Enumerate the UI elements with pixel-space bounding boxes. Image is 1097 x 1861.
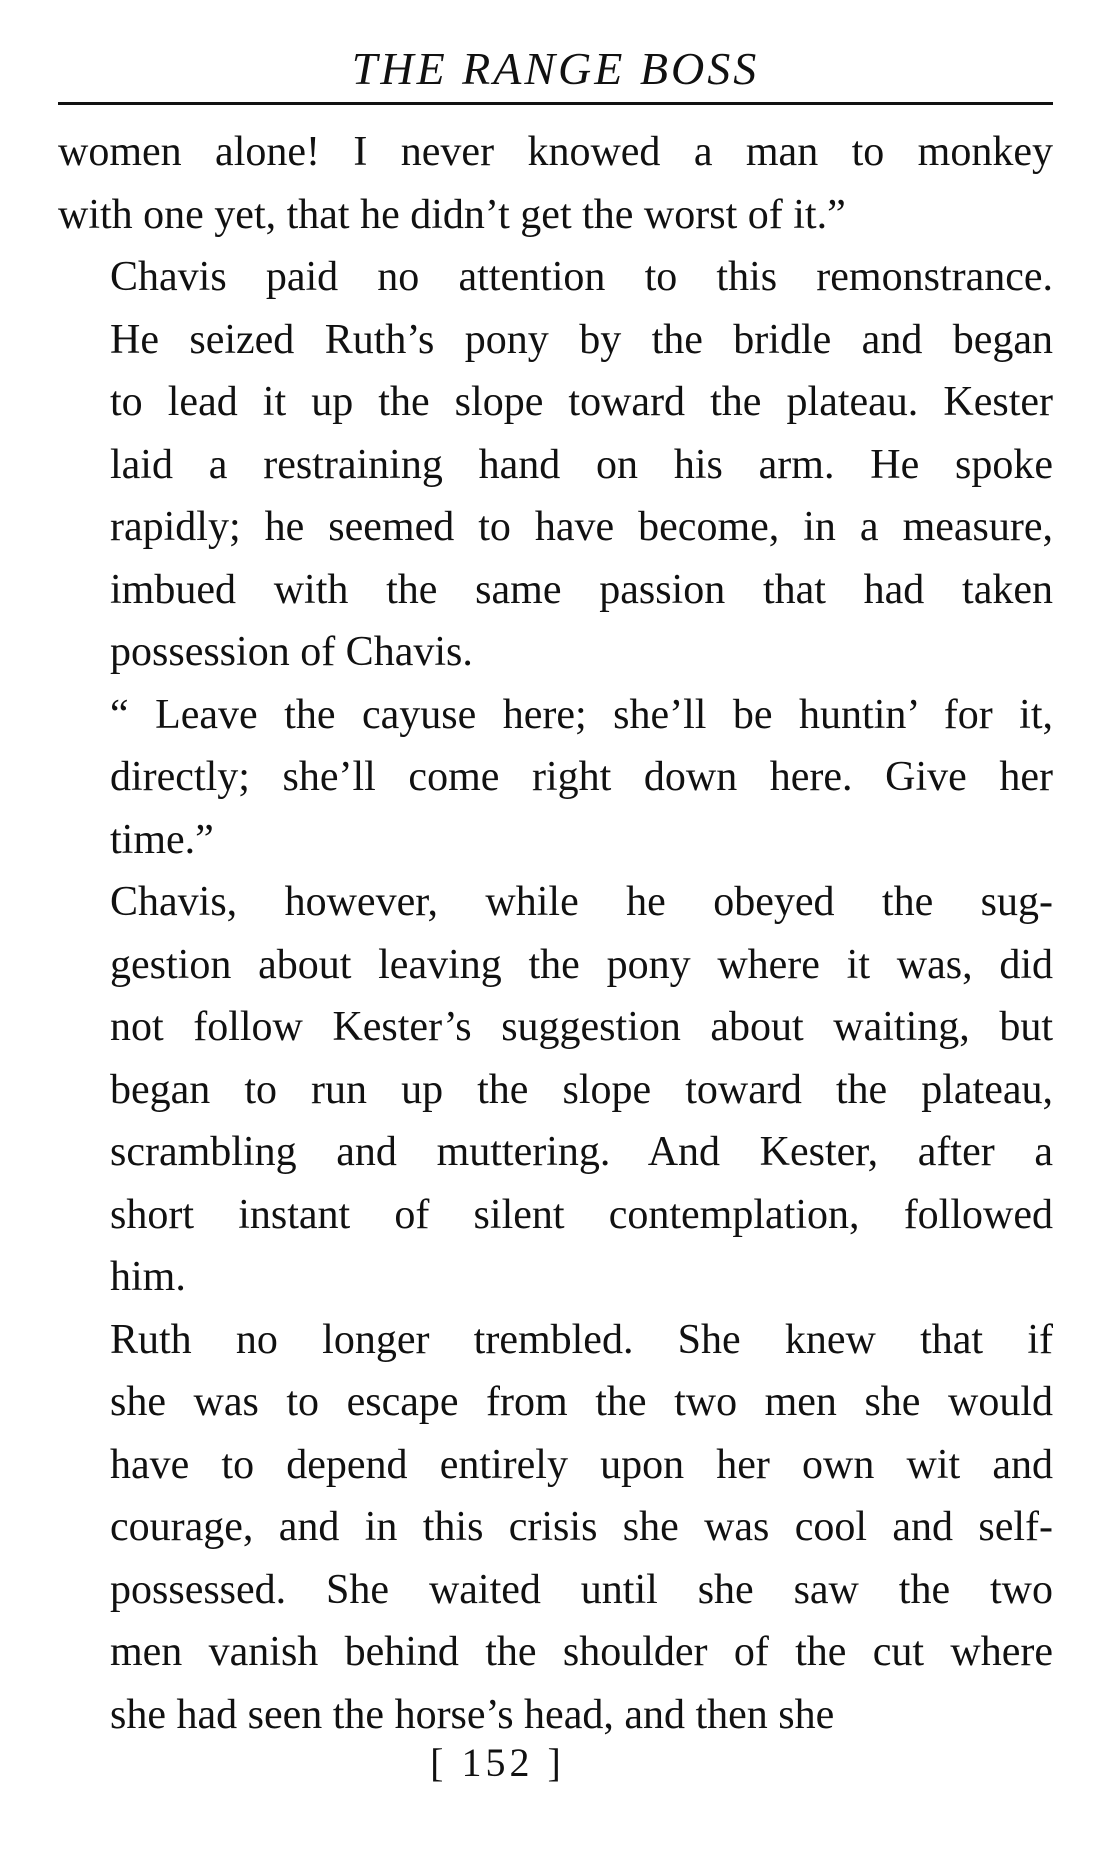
text-line: to lead it up the slope toward the plateau. Kester [110,379,1053,425]
text-line: He seized Ruth’s pony by the bridle and began [110,316,1053,363]
paragraph [58,1309,1053,1747]
text-line: she was to escape from the two men she would [110,1379,1053,1425]
text-line: not follow Kester’s suggestion about waiting, but [110,1004,1053,1050]
text-line: possessed. She waited until she saw the two [110,1566,1053,1613]
text-line: imbued with the same passion that had taken [110,566,1053,613]
text-line: short instant of silent contemplation, followed [110,1191,1053,1238]
text-line: with one yet, that he didn’t get the worst of it.” [58,191,846,238]
body-text [58,121,1053,1746]
text-line: directly; she’ll come right down here. Give her [110,754,1053,800]
paragraph [58,246,1053,684]
text-line: have to depend entirely upon her own wit and [110,1441,1053,1488]
text-line: women alone! I never knowed a man to monkey [58,129,1053,175]
text-line: men vanish behind the shoulder of the cut where [110,1629,1053,1675]
text-line: him. [110,1254,186,1300]
text-line: possession of Chavis. [110,629,473,675]
page-number: [ 152 ] [430,1740,565,1785]
header-rule [58,102,1053,105]
text-line: scrambling and muttering. And Kester, after a [110,1129,1053,1175]
book-page [58,40,1053,1746]
text-line: Chavis paid no attention to this remonstrance. [110,254,1053,300]
paragraph [58,684,1053,872]
running-title: THE RANGE BOSS [351,43,760,94]
text-line: Chavis, however, while he obeyed the sug- [110,879,1053,925]
text-line: began to run up the slope toward the plateau, [110,1066,1053,1113]
text-line: time.” [110,816,214,863]
text-line: gestion about leaving the pony where it was, did [110,941,1053,988]
text-line: “ Leave the cayuse here; she’ll be huntin’ for it, [110,691,1053,738]
text-line: Ruth no longer trembled. She knew that if [110,1316,1053,1363]
text-line: she had seen the horse’s head, and then she [110,1691,835,1738]
text-line: rapidly; he seemed to have become, in a measure, [110,504,1053,550]
paragraph [58,121,1053,246]
text-line: courage, and in this crisis she was cool and self- [110,1504,1053,1550]
text-line: laid a restraining hand on his arm. He spoke [110,441,1053,488]
paragraph [58,871,1053,1309]
